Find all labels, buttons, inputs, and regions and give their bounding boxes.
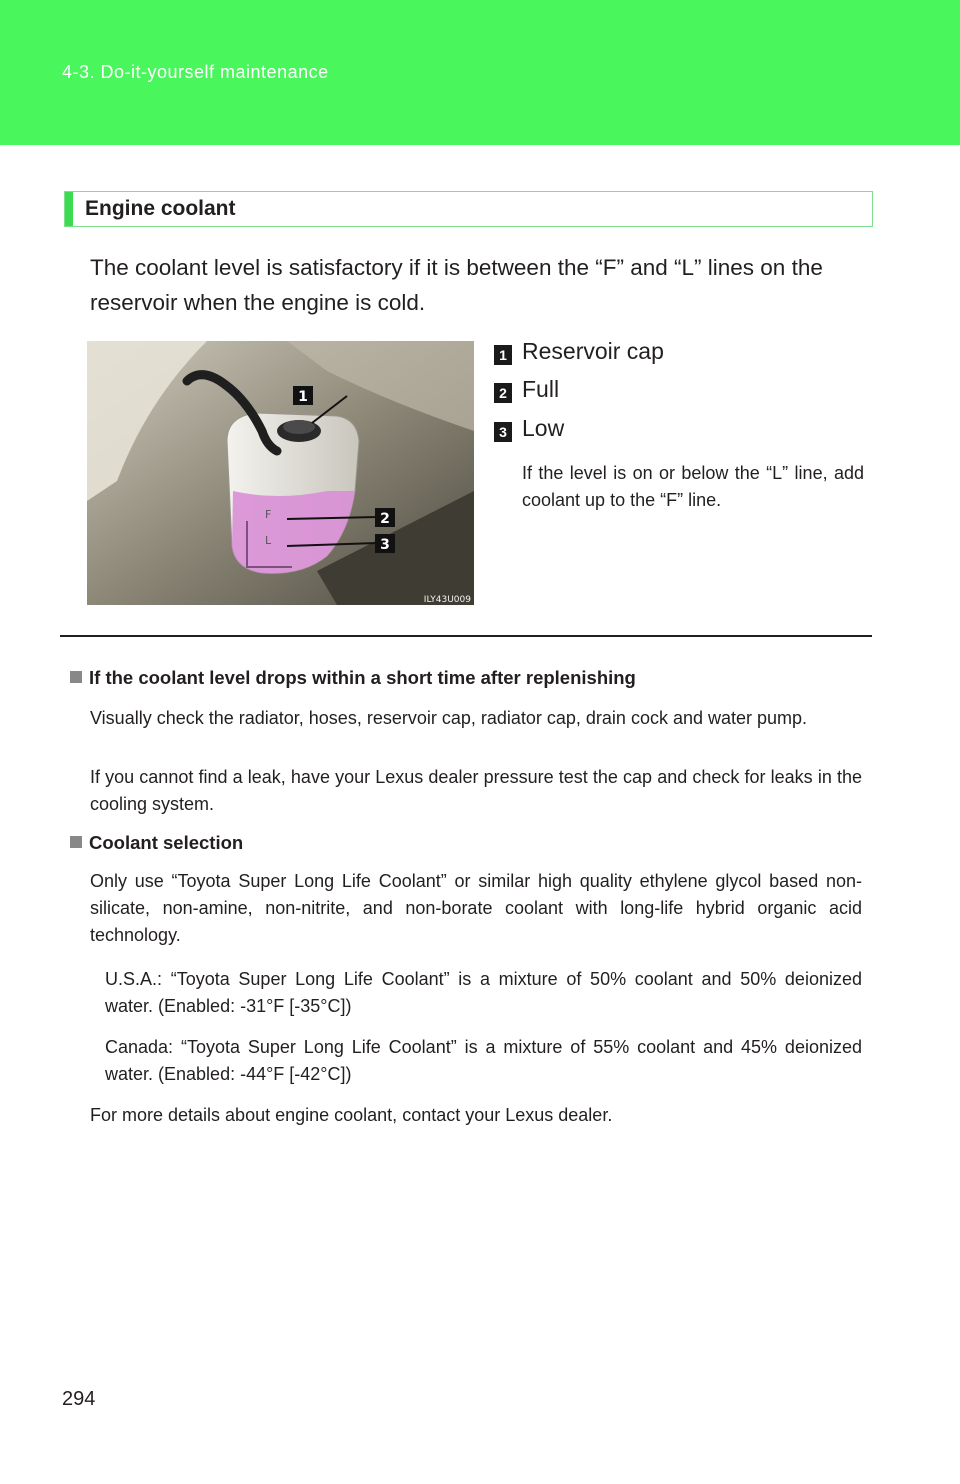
section-accent (65, 192, 73, 226)
note-heading-text: Coolant selection (89, 832, 244, 853)
bullet-square-icon (70, 671, 82, 683)
note-selection-paragraph: Only use “Toyota Super Long Life Coolant” or similar high quality ethylene glycol based non-silicate, non-amine, non-nitrite, and non-borate coolant with long-life hybrid organic acid technology. (90, 871, 862, 945)
section-title-bar (64, 191, 873, 227)
legend-note: If the level is on or below the “L” line, add coolant up to the “F” line. (522, 463, 864, 510)
legend-number: 3 (494, 422, 512, 442)
legend-number: 2 (494, 383, 512, 403)
note-heading-coolant-selection (70, 832, 243, 854)
figure-code: ILY43U009 (423, 595, 471, 605)
note-drop-paragraph-1: Visually check the radiator, hoses, reservoir cap, radiator cap, drain cock and water pump. (90, 708, 808, 728)
note-selection-more: For more details about engine coolant, contact your Lexus dealer. (90, 1105, 613, 1125)
legend-label: Reservoir cap (522, 338, 664, 364)
mark-f: F (265, 508, 272, 521)
callout-3-label: 3 (380, 537, 390, 553)
callout-2-label: 2 (380, 511, 390, 527)
mark-l: L (265, 534, 272, 547)
note-selection-canada: Canada: “Toyota Super Long Life Coolant” is a mixture of 55% coolant and 45% deionized water. (Enabled: -44°F [-42°C]) (105, 1037, 862, 1084)
header-band (0, 0, 960, 145)
reservoir-illustration (87, 341, 474, 605)
header-section-title: 4-3. Do-it-yourself maintenance (62, 62, 329, 82)
note-drop-paragraph-2: If you cannot find a leak, have your Lexus dealer pressure test the cap and check for leaks in the cooling system. (90, 767, 862, 814)
callout-1-label: 1 (298, 389, 308, 405)
legend-label: Low (522, 415, 565, 441)
legend-number: 1 (494, 345, 512, 365)
note-selection-usa: U.S.A.: “Toyota Super Long Life Coolant” is a mixture of 50% coolant and 50% deionized water. (Enabled: -31°F [-35°C]) (105, 969, 862, 1016)
note-heading-text: If the coolant level drops within a short time after replenishing (89, 667, 636, 688)
section-title: Engine coolant (85, 197, 236, 220)
legend-label: Full (522, 376, 560, 402)
divider-rule (60, 635, 872, 637)
page-number: 294 (62, 1388, 96, 1410)
coolant-reservoir-photo (87, 341, 474, 605)
reservoir-cap-top (283, 420, 315, 434)
bullet-square-icon (70, 836, 82, 848)
note-heading-coolant-drop (70, 667, 636, 689)
intro-paragraph: The coolant level is satisfactory if it is between the “F” and “L” lines on the reservoir when the engine is cold. (90, 255, 823, 315)
